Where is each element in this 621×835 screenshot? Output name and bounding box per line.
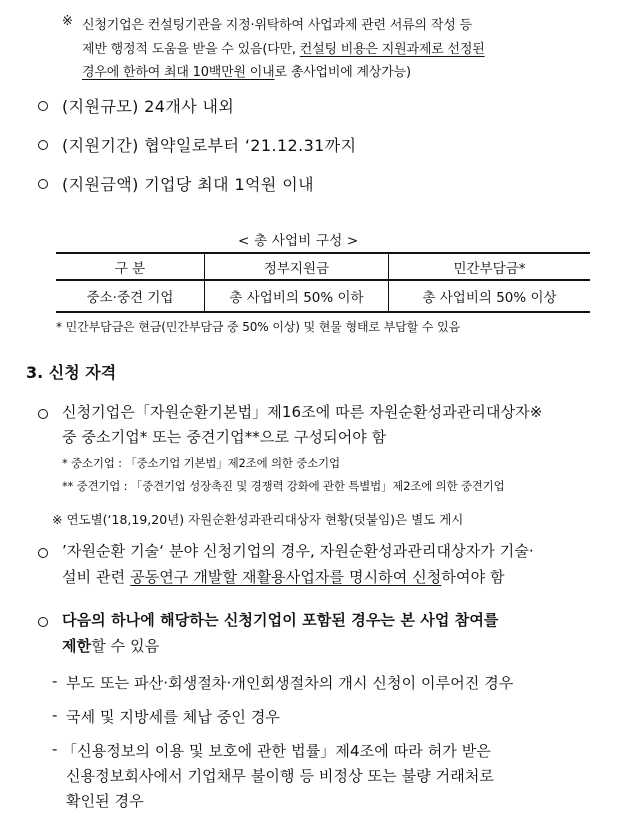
- header-category: 구 분: [56, 253, 205, 280]
- consult-note-line3-underlined: 경우에 한하여 최대 10백만원 이내: [82, 65, 275, 80]
- dash-item-credit-line1: 「신용정보의 이용 및 보호에 관한 법률」제4조에 따라 허가 받은: [62, 742, 491, 760]
- item2-line2: [62, 566, 505, 587]
- support-scale: (지원규모) 24개사 내외: [62, 97, 235, 116]
- yearly-list-note: ※ 연도별(‘18,19,20년) 자원순환성과관리대상자 현황(덧붙임)은 별도 게시: [52, 512, 464, 527]
- row-private: 총 사업비의 50% 이상: [389, 280, 591, 312]
- dash-item-bankruptcy: 부도 또는 파산·회생절차·개인회생절차의 개시 신청이 이루어진 경우: [66, 674, 514, 692]
- item3-line2-rest: 할 수 있음: [91, 637, 160, 655]
- bullet-circle-icon: [38, 409, 48, 419]
- dash-mark: -: [52, 740, 58, 758]
- bullet-circle-icon: [38, 140, 48, 150]
- dash-item-tax: 국세 및 지방세를 체납 중인 경우: [66, 708, 281, 726]
- item2-line1: ’자원순환 기술‘ 분야 신청기업의 경우, 자원순환성과관리대상자가 기술·: [62, 542, 534, 560]
- table-row: [56, 280, 590, 312]
- consult-note-line2-underlined: 컨설팅 비용은 지원과제로 선정된: [299, 42, 485, 57]
- support-amount: (지원금액) 기업당 최대 1억원 이내: [62, 175, 314, 194]
- item1-line1: 신청기업은「자원순환기본법」제16조에 따른 자원순환성과관리대상자※: [62, 403, 543, 421]
- item3-line2: [62, 635, 159, 656]
- table-header-row: [56, 253, 590, 280]
- item1-line2: 중 중소기업* 또는 중견기업**으로 구성되어야 함: [62, 428, 387, 446]
- budget-footnote: * 민간부담금은 현금(민간부담금 중 50% 이상) 및 현물 형태로 부담할 수 있음: [56, 320, 461, 334]
- consult-note-line2-text: 제반 행정적 도움을 받을 수 있음(다만,: [82, 42, 300, 57]
- section-title: 3. 신청 자격: [26, 363, 117, 382]
- consult-note-line3-text: 로 총사업비에 계상가능): [274, 65, 411, 80]
- dash-mark: -: [52, 672, 58, 690]
- budget-table: [56, 252, 590, 313]
- bullet-circle-icon: [38, 179, 48, 189]
- row-government: 총 사업비의 50% 이하: [205, 280, 389, 312]
- item2-line2-text: 설비 관련: [62, 568, 131, 586]
- bullet-circle-icon: [38, 101, 48, 111]
- dash-mark: -: [52, 706, 58, 724]
- item2-line2-end: 하여야 함: [441, 568, 505, 586]
- budget-caption: < 총 사업비 구성 >: [238, 233, 359, 249]
- dash-item-credit-line3: 확인된 경우: [66, 792, 144, 810]
- consult-note-line3: [82, 61, 411, 80]
- consult-note-line1: 신청기업은 컨설팅기관을 지정·위탁하여 사업과제 관련 서류의 작성 등: [82, 18, 472, 33]
- header-government: 정부지원금: [205, 253, 389, 280]
- bullet-circle-icon: [38, 617, 48, 627]
- consult-note-mark: ※: [62, 14, 73, 29]
- item2-line2-underlined: 공동연구 개발할 재활용사업자를 명시하여 신청: [130, 568, 442, 586]
- item3-line1: 다음의 하나에 해당하는 신청기업이 포함된 경우는 본 사업 참여를: [62, 611, 499, 629]
- sub-note-sme: * 중소기업 : 「중소기업 기본법」제2조에 의한 중소기업: [62, 456, 340, 470]
- support-period: (지원기간) 협약일로부터 ‘21.12.31까지: [62, 136, 357, 155]
- bullet-circle-icon: [38, 548, 48, 558]
- sub-note-midsize: ** 중견기업 : 「중견기업 성장촉진 및 경쟁력 강화에 관한 특별법」제2조에 의한 중견기업: [62, 479, 505, 493]
- consult-note-line2: [82, 38, 485, 57]
- row-category: 중소·중견 기업: [56, 280, 205, 312]
- item3-line2-bold: 제한: [62, 637, 92, 655]
- dash-item-credit-line2: 신용정보회사에서 기업채무 불이행 등 비정상 또는 불량 거래처로: [66, 767, 495, 785]
- header-private: 민간부담금*: [389, 253, 591, 280]
